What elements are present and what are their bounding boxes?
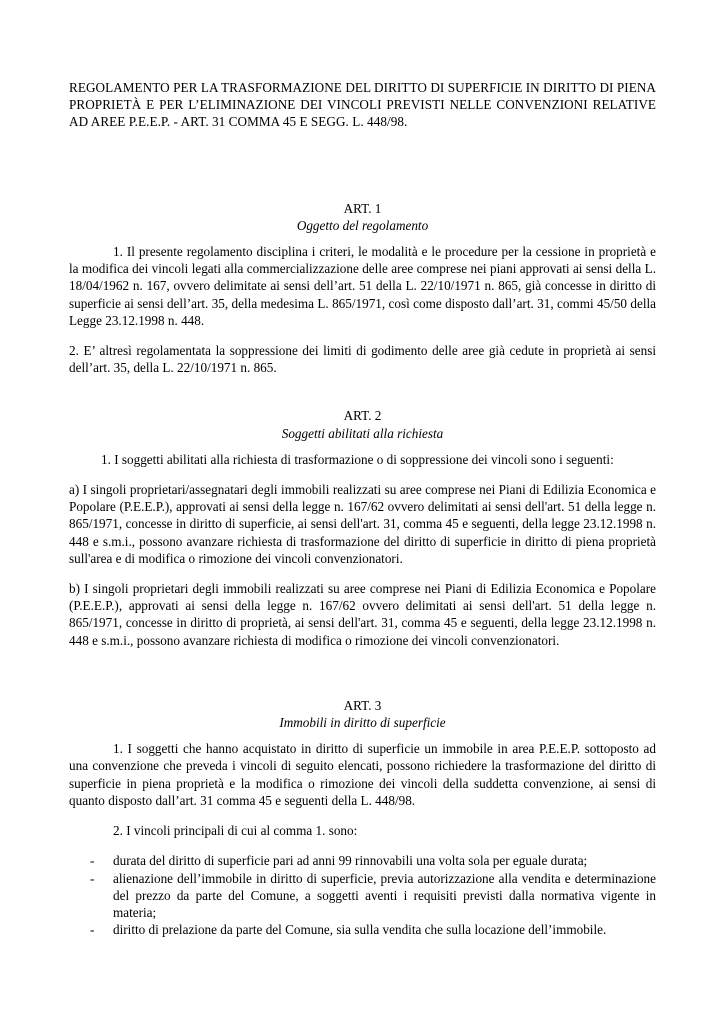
list-item <box>69 852 656 869</box>
art2-subtitle: Soggetti abilitati alla richiesta <box>281 425 444 441</box>
list-bullet: - <box>90 870 95 886</box>
art3-vincoli-list <box>69 852 656 938</box>
art2-paragraph-b: b) I singoli proprietari degli immobili realizzati su aree comprese nei Piani di Edilizia Economica e Popolare (P.E.E.P.), approvati ai sensi della legge n. 167/62 ovvero delimitati ai sensi dell'art. 51 della legge n. 865/1971, concesse in diritto di proprietà, ai sensi dell'art. 31, comma 45 e seguenti, della legge 23.12.1998 n. 448 e s.m.i., possono avanzare richiesta di modifica o rimozione dei vincoli convenzionatori. <box>69 581 656 648</box>
list-item-text: alienazione dell’immobile in diritto di superficie, previa autorizzazione alla vendita e determinazione del prezzo da parte del Comune, a soggetti aventi i requisiti previsti dalla normativa vigente in materia; <box>113 870 656 920</box>
art1-heading: ART. 1 <box>343 200 382 216</box>
art3-paragraph-1: 1. I soggetti che hanno acquistato in diritto di superficie un immobile in area P.E.E.P. sottoposto ad una convenzione che preveda i vincoli di seguito elencati, possono richiedere la trasformazione del diritto di superficie in piena proprietà e la modifica o rimozione dei vincoli della suddetta convenzione, ai sensi di quanto disposto dall’art. 31 comma 45 e seguenti della L. 448/98. <box>69 741 656 808</box>
art3-subtitle: Immobili in diritto di superficie <box>279 715 446 731</box>
art2-paragraph-1: 1. I soggetti abilitati alla richiesta di trasformazione o di soppressione dei vincoli sono i seguenti: <box>101 451 614 467</box>
art1-subtitle: Oggetto del regolamento <box>296 217 429 233</box>
art2-paragraph-a: a) I singoli proprietari/assegnatari degli immobili realizzati su aree comprese nei Piani di Edilizia Economica e Popolare (P.E.E.P.), approvati ai sensi della legge n. 167/62 ovvero delimitati ai sensi dell'art. 51 della legge n. 865/1971, concesse in diritto di superficie, ai sensi dell'art. 31, comma 45 e seguenti, della legge 23.12.1998 n. 448 e s.m.i., possono avanzare richiesta di trasformazione del diritto di superficie in diritto di piena proprietà sull'area e di modifica o rimozione dei vincoli convenzionatori. <box>69 482 656 566</box>
art2-heading: ART. 2 <box>343 408 382 424</box>
art3-paragraph-2: 2. I vincoli principali di cui al comma 1. sono: <box>113 823 358 839</box>
list-item-text: durata del diritto di superficie pari ad anni 99 rinnovabili una volta sola per eguale durata; <box>113 853 588 869</box>
list-item <box>69 921 656 938</box>
document-page <box>69 79 656 938</box>
document-title: REGOLAMENTO PER LA TRASFORMAZIONE DEL DIRITTO DI SUPERFICIE IN DIRITTO DI PIENA PROPRIETÀ E PER L’ELIMINAZIONE DEI VINCOLI PREVISTI NELLE CONVENZIONI RELATIVE AD AREE P.E.E.P. - ART. 31 COMMA 45 E SEGG. L. 448/98. <box>69 80 656 130</box>
list-item <box>69 870 656 922</box>
list-bullet: - <box>90 922 95 938</box>
list-item-text: diritto di prelazione da parte del Comune, sia sulla vendita che sulla locazione dell’immobile. <box>113 922 607 938</box>
art3-heading: ART. 3 <box>343 697 382 713</box>
art1-paragraph-1: 1. Il presente regolamento disciplina i criteri, le modalità e le procedure per la cessione in proprietà e la modifica dei vincoli legati alla commercializzazione delle aree comprese nei piani approvati ai sensi della L. 18/04/1962 n. 167, ovvero delimitate ai sensi dell’art. 51 della L. 22/10/1971 n. 865, già concesse in diritto di superficie ai sensi dell’art. 35, della medesima L. 865/1971, così come disposto dall’art. 31, commi 45/50 della Legge 23.12.1998 n. 448. <box>69 244 656 328</box>
art1-paragraph-2: 2. E’ altresì regolamentata la soppressione dei limiti di godimento delle aree già cedute in proprietà ai sensi dell’art. 35, della L. 22/10/1971 n. 865. <box>69 343 656 376</box>
list-bullet: - <box>90 853 95 869</box>
